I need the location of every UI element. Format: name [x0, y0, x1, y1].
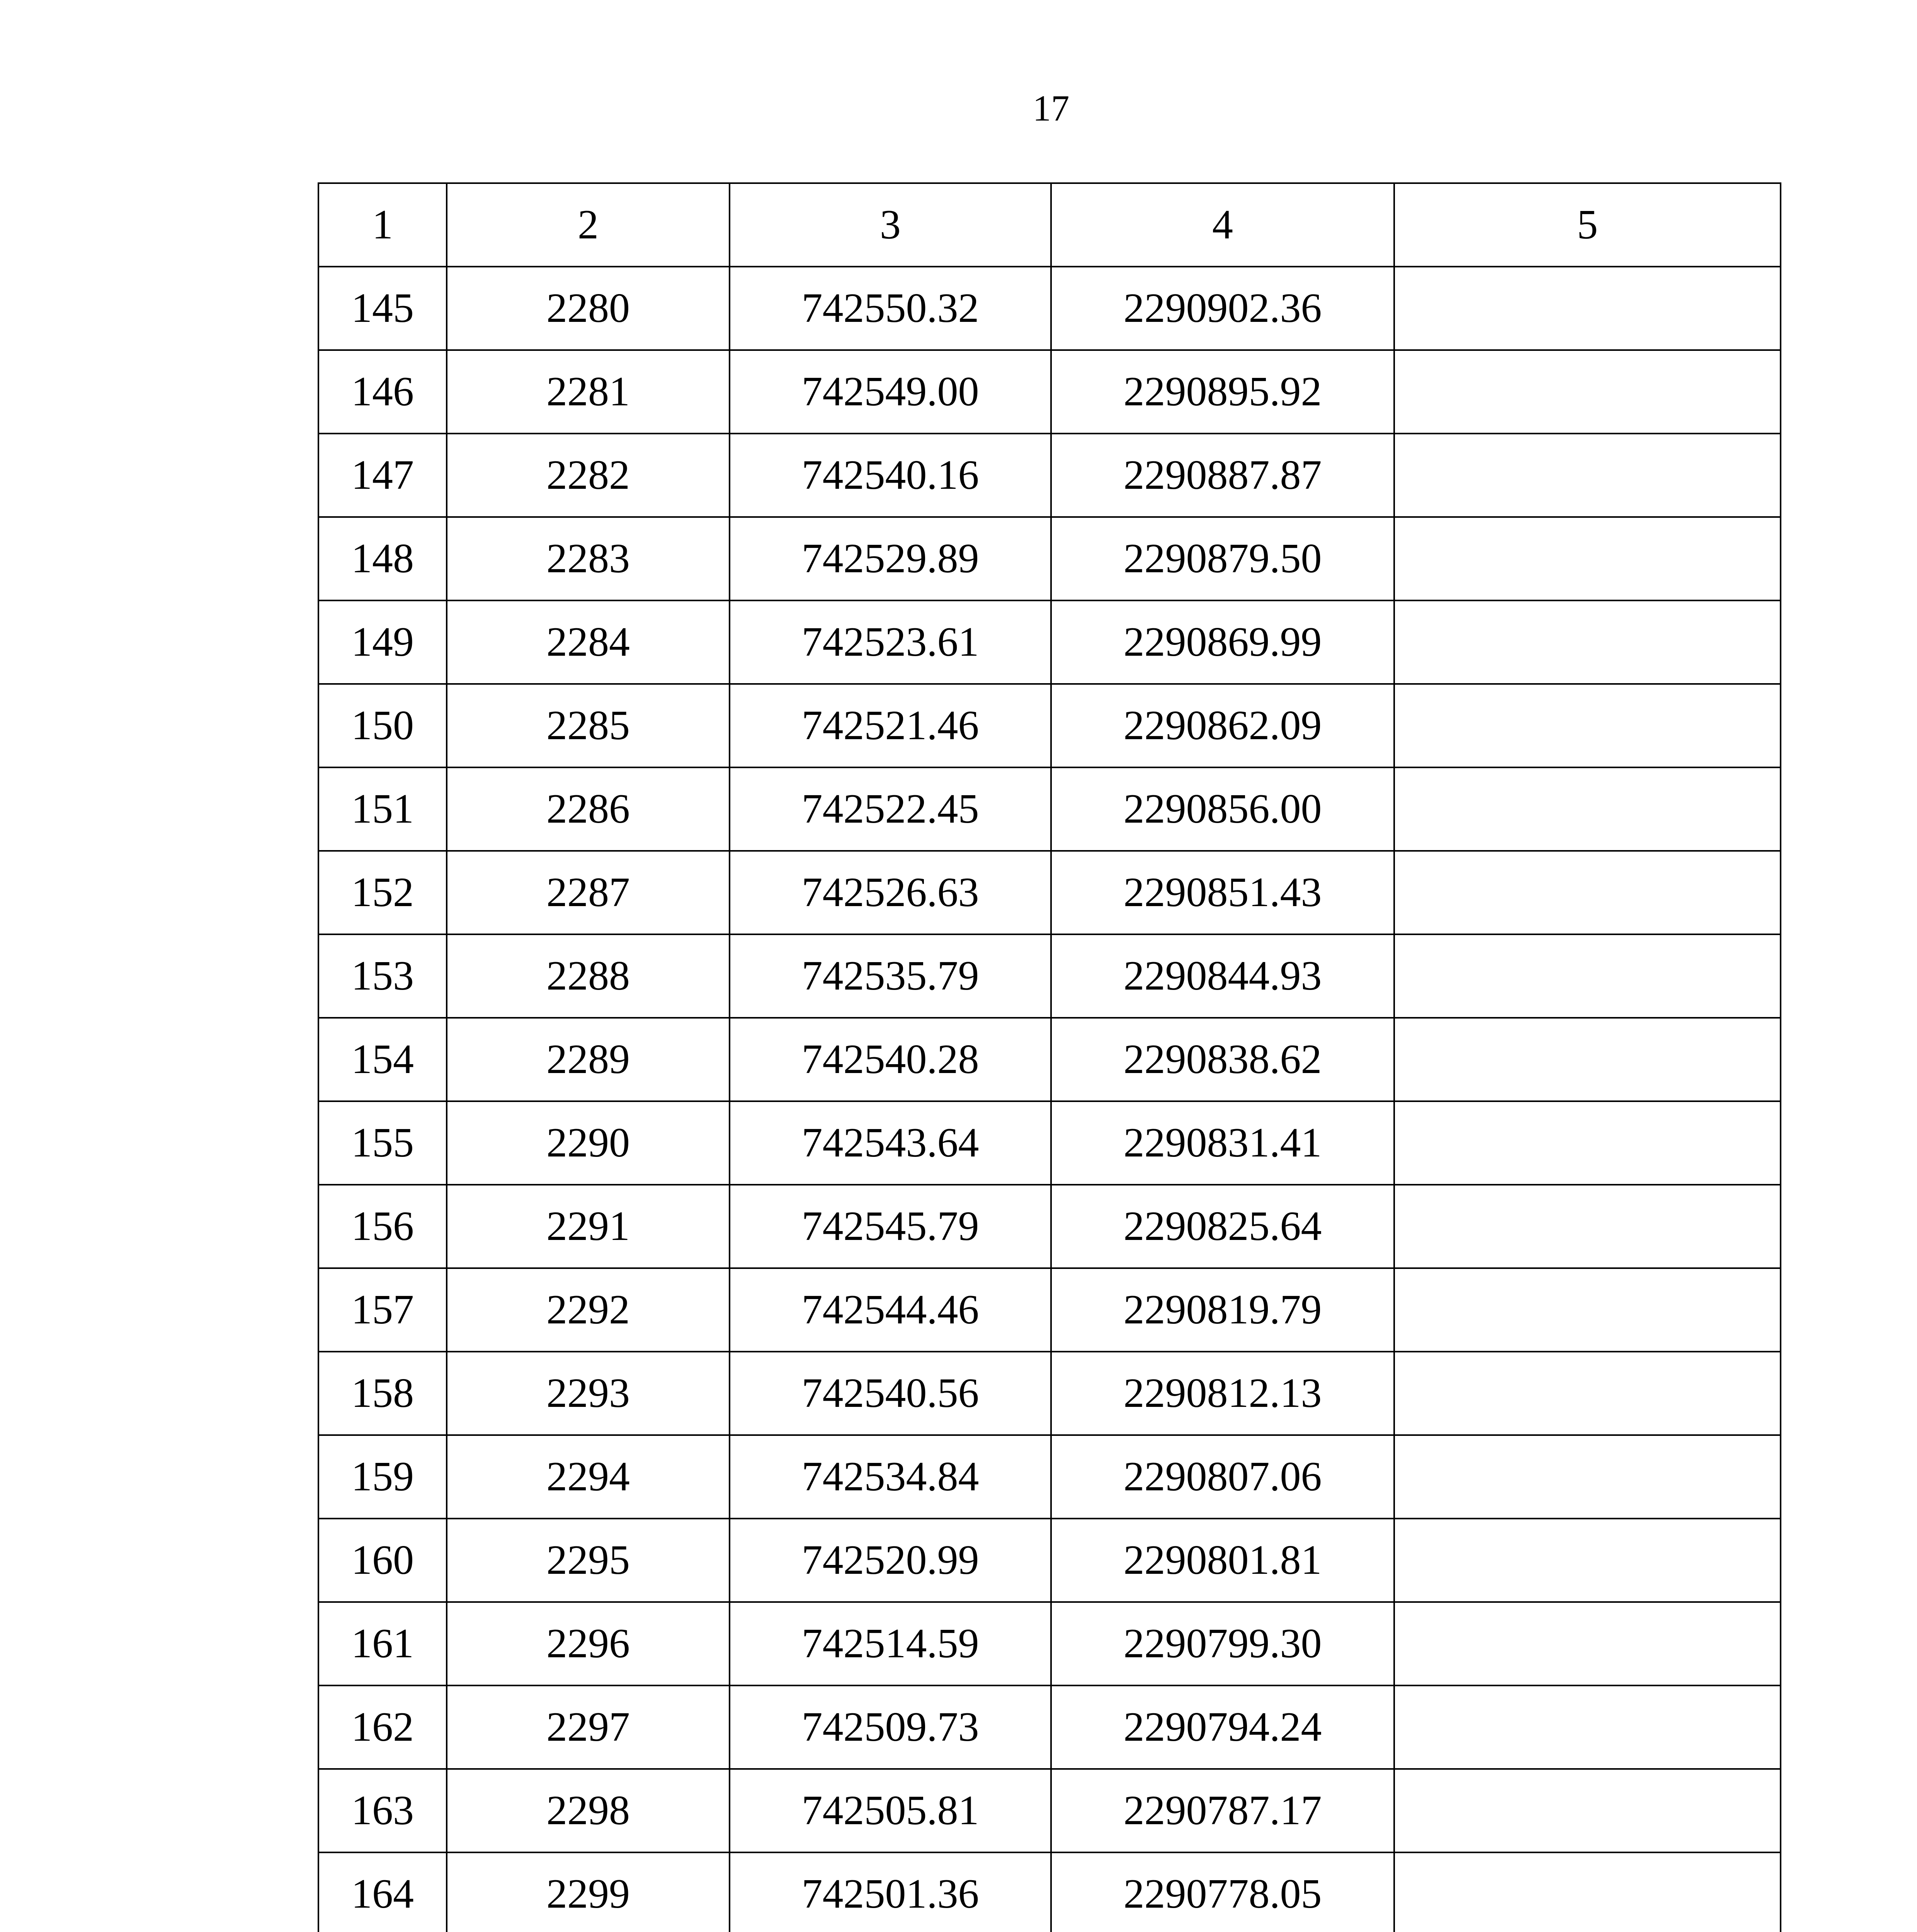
table-cell-col-1: 152 [318, 851, 447, 934]
table-cell-col-4: 2290887.87 [1051, 434, 1394, 517]
table-cell-col-4: 2290778.05 [1051, 1852, 1394, 1932]
table-cell-col-3: 742550.32 [730, 267, 1051, 350]
table-cell-col-3: 742523.61 [730, 600, 1051, 684]
table-cell-col-3: 742529.89 [730, 517, 1051, 600]
table-cell-col-2: 2289 [447, 1018, 730, 1101]
table-row [318, 1685, 1781, 1769]
table-cell-col-1: 156 [318, 1185, 447, 1268]
table-cell-col-1: 160 [318, 1519, 447, 1602]
table-cell-col-1: 148 [318, 517, 447, 600]
table-row [318, 600, 1781, 684]
table-row [318, 1268, 1781, 1352]
table-cell-col-5 [1394, 1602, 1781, 1685]
table-cell-col-2: 2292 [447, 1268, 730, 1352]
table-cell-col-2: 2294 [447, 1435, 730, 1519]
table-cell-col-2: 2284 [447, 600, 730, 684]
table-cell-col-2: 2287 [447, 851, 730, 934]
table-row [318, 684, 1781, 767]
table-cell-col-2: 2298 [447, 1769, 730, 1852]
table-cell-col-4: 2290856.00 [1051, 767, 1394, 851]
table-cell-col-4: 2290801.81 [1051, 1519, 1394, 1602]
table-row [318, 851, 1781, 934]
table-cell-col-2: 2291 [447, 1185, 730, 1268]
table-cell-col-2: 2295 [447, 1519, 730, 1602]
table-row [318, 1185, 1781, 1268]
table-cell-col-3: 742509.73 [730, 1685, 1051, 1769]
table-cell-col-2: 2285 [447, 684, 730, 767]
coordinates-table [318, 182, 1781, 1932]
table-cell-col-4: 2290851.43 [1051, 851, 1394, 934]
table-row [318, 1769, 1781, 1852]
table-row [318, 350, 1781, 434]
table-cell-col-1: 163 [318, 1769, 447, 1852]
table-cell-col-5 [1394, 1185, 1781, 1268]
table-cell-col-3: 742534.84 [730, 1435, 1051, 1519]
table-cell-col-3: 742505.81 [730, 1769, 1051, 1852]
table-cell-col-2: 2286 [447, 767, 730, 851]
table-cell-col-3: 742501.36 [730, 1852, 1051, 1932]
table-cell-col-1: 147 [318, 434, 447, 517]
table-cell-col-4: 2290838.62 [1051, 1018, 1394, 1101]
table-cell-col-4: 2290879.50 [1051, 517, 1394, 600]
table-cell-col-5 [1394, 1852, 1781, 1932]
table-cell-col-5 [1394, 600, 1781, 684]
table-cell-col-4: 2290831.41 [1051, 1101, 1394, 1185]
table-cell-col-1: 158 [318, 1352, 447, 1435]
table-cell-col-3: 742545.79 [730, 1185, 1051, 1268]
header-cell-2: 2 [447, 183, 730, 267]
table-cell-col-3: 742549.00 [730, 350, 1051, 434]
table-cell-col-2: 2283 [447, 517, 730, 600]
table-cell-col-3: 742544.46 [730, 1268, 1051, 1352]
table-cell-col-5 [1394, 1101, 1781, 1185]
table-cell-col-3: 742522.45 [730, 767, 1051, 851]
table-cell-col-2: 2293 [447, 1352, 730, 1435]
table-cell-col-5 [1394, 1685, 1781, 1769]
table-cell-col-5 [1394, 684, 1781, 767]
table-cell-col-4: 2290807.06 [1051, 1435, 1394, 1519]
table-cell-col-1: 151 [318, 767, 447, 851]
table-row [318, 1435, 1781, 1519]
table-cell-col-2: 2282 [447, 434, 730, 517]
coordinates-table-body [318, 183, 1781, 1932]
table-cell-col-3: 742521.46 [730, 684, 1051, 767]
table-cell-col-4: 2290902.36 [1051, 267, 1394, 350]
table-cell-col-1: 153 [318, 934, 447, 1018]
table-cell-col-2: 2281 [447, 350, 730, 434]
table-row [318, 267, 1781, 350]
table-cell-col-3: 742540.56 [730, 1352, 1051, 1435]
table-row [318, 1602, 1781, 1685]
table-cell-col-1: 145 [318, 267, 447, 350]
table-cell-col-3: 742514.59 [730, 1602, 1051, 1685]
table-cell-col-1: 149 [318, 600, 447, 684]
table-cell-col-2: 2288 [447, 934, 730, 1018]
table-cell-col-3: 742540.28 [730, 1018, 1051, 1101]
table-row [318, 434, 1781, 517]
table-header-row [318, 183, 1781, 267]
table-cell-col-5 [1394, 1352, 1781, 1435]
table-cell-col-2: 2290 [447, 1101, 730, 1185]
table-cell-col-5 [1394, 1435, 1781, 1519]
table-cell-col-5 [1394, 517, 1781, 600]
table-cell-col-4: 2290819.79 [1051, 1268, 1394, 1352]
table-cell-col-4: 2290787.17 [1051, 1769, 1394, 1852]
table-row [318, 1101, 1781, 1185]
table-cell-col-1: 155 [318, 1101, 447, 1185]
table-cell-col-5 [1394, 767, 1781, 851]
table-cell-col-4: 2290895.92 [1051, 350, 1394, 434]
table-cell-col-3: 742543.64 [730, 1101, 1051, 1185]
table-cell-col-2: 2296 [447, 1602, 730, 1685]
table-cell-col-5 [1394, 350, 1781, 434]
table-cell-col-5 [1394, 1769, 1781, 1852]
header-cell-1: 1 [318, 183, 447, 267]
table-cell-col-5 [1394, 851, 1781, 934]
table-row [318, 1852, 1781, 1932]
table-cell-col-4: 2290862.09 [1051, 684, 1394, 767]
table-cell-col-1: 146 [318, 350, 447, 434]
table-cell-col-1: 161 [318, 1602, 447, 1685]
table-cell-col-5 [1394, 434, 1781, 517]
table-cell-col-4: 2290869.99 [1051, 600, 1394, 684]
table-cell-col-5 [1394, 934, 1781, 1018]
table-cell-col-2: 2297 [447, 1685, 730, 1769]
header-cell-5: 5 [1394, 183, 1781, 267]
header-cell-4: 4 [1051, 183, 1394, 267]
table-row [318, 767, 1781, 851]
table-cell-col-1: 157 [318, 1268, 447, 1352]
page-number: 17 [1032, 88, 1070, 129]
table-cell-col-4: 2290812.13 [1051, 1352, 1394, 1435]
table-cell-col-4: 2290794.24 [1051, 1685, 1394, 1769]
table-cell-col-3: 742535.79 [730, 934, 1051, 1018]
table-cell-col-1: 154 [318, 1018, 447, 1101]
table-row [318, 1352, 1781, 1435]
table-cell-col-1: 164 [318, 1852, 447, 1932]
table-row [318, 934, 1781, 1018]
table-cell-col-5 [1394, 1268, 1781, 1352]
table-cell-col-4: 2290799.30 [1051, 1602, 1394, 1685]
table-cell-col-4: 2290844.93 [1051, 934, 1394, 1018]
header-cell-3: 3 [730, 183, 1051, 267]
table-cell-col-2: 2299 [447, 1852, 730, 1932]
table-cell-col-2: 2280 [447, 267, 730, 350]
table-cell-col-1: 159 [318, 1435, 447, 1519]
table-cell-col-1: 150 [318, 684, 447, 767]
table-cell-col-3: 742520.99 [730, 1519, 1051, 1602]
table-cell-col-3: 742526.63 [730, 851, 1051, 934]
table-cell-col-1: 162 [318, 1685, 447, 1769]
table-cell-col-3: 742540.16 [730, 434, 1051, 517]
table-row [318, 1519, 1781, 1602]
table-cell-col-4: 2290825.64 [1051, 1185, 1394, 1268]
table-row [318, 517, 1781, 600]
table-cell-col-5 [1394, 1519, 1781, 1602]
table-row [318, 1018, 1781, 1101]
table-cell-col-5 [1394, 1018, 1781, 1101]
table-cell-col-5 [1394, 267, 1781, 350]
